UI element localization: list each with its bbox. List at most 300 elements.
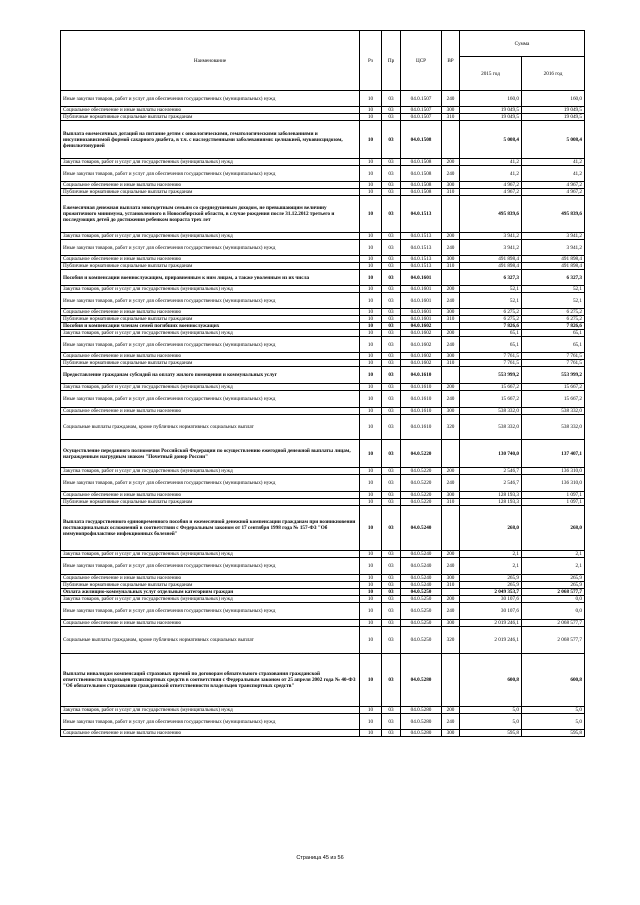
- table-row: [61, 270, 585, 286]
- table-row: [61, 499, 585, 506]
- table-row: [61, 558, 585, 575]
- cell-rz: 10: [360, 240, 382, 256]
- cell-y2015: 128 193,3: [460, 492, 522, 499]
- cell-y2016: 7 826,6: [522, 323, 585, 330]
- cell-y2015: 41,2: [460, 166, 522, 182]
- cell-csr: 04.0.1507: [401, 114, 442, 121]
- cell-rz: 10: [360, 408, 382, 415]
- cell-rz: 10: [360, 391, 382, 408]
- cell-pr: 03: [382, 730, 401, 737]
- cell-y2015: 5,0: [460, 714, 522, 730]
- cell-y2015: 2 546,7: [460, 475, 522, 492]
- cell-y2015: 538 332,0: [460, 415, 522, 440]
- cell-y2015: 7 761,5: [460, 360, 522, 367]
- cell-pr: 03: [382, 293, 401, 309]
- cell-y2016: 6 327,3: [522, 270, 585, 286]
- cell-rz: 10: [360, 182, 382, 189]
- cell-vr: 240: [442, 391, 460, 408]
- cell-y2016: 595,8: [522, 730, 585, 737]
- cell-pr: 03: [382, 440, 401, 468]
- cell-y2016: 19 049,5: [522, 107, 585, 114]
- header-2015: 2015 год: [460, 57, 522, 91]
- header-rz: Рз: [360, 31, 382, 91]
- cell-pr: 03: [382, 240, 401, 256]
- cell-pr: 03: [382, 121, 401, 159]
- cell-csr: 04.0.1610: [401, 415, 442, 440]
- table-row: [61, 256, 585, 263]
- table-row: [61, 391, 585, 408]
- table-row: [61, 286, 585, 293]
- cell-pr: 03: [382, 654, 401, 707]
- cell-name: Иные закупки товаров, работ и услуг для обеспечения государственных (муниципальных) нужд: [61, 391, 360, 408]
- table-row: [61, 492, 585, 499]
- cell-name: Иные закупки товаров, работ и услуг для обеспечения государственных (муниципальных) нужд: [61, 240, 360, 256]
- cell-pr: 03: [382, 707, 401, 714]
- table-row: [61, 408, 585, 415]
- cell-vr: 310: [442, 582, 460, 589]
- cell-y2015: 5 008,4: [460, 121, 522, 159]
- cell-pr: 03: [382, 323, 401, 330]
- table-row: [61, 309, 585, 316]
- cell-y2015: 7 761,5: [460, 353, 522, 360]
- cell-pr: 03: [382, 196, 401, 233]
- cell-name: Социальное обеспечение и иные выплаты населению: [61, 182, 360, 189]
- cell-vr: [442, 323, 460, 330]
- cell-vr: 240: [442, 475, 460, 492]
- table-row: [61, 121, 585, 159]
- cell-y2016: 7 761,5: [522, 360, 585, 367]
- cell-y2016: 19 049,5: [522, 114, 585, 121]
- cell-rz: 10: [360, 196, 382, 233]
- cell-csr: 04.0.1610: [401, 367, 442, 384]
- cell-name: Выплаты инвалидам компенсаций страховых премий по договорам обязательного страхования гражданской ответственности владельцев транспортных средств в соответствии с Федеральным законом от 25 апреля 2002 года № 40-ФЗ "Об обязательном страховании гражданской ответственности владельцев транспортных средств": [61, 654, 360, 707]
- table-row: [61, 575, 585, 582]
- cell-csr: 04.0.5240: [401, 582, 442, 589]
- cell-y2016: 538 332,0: [522, 408, 585, 415]
- cell-vr: 310: [442, 360, 460, 367]
- cell-vr: 240: [442, 293, 460, 309]
- cell-name: Социальное обеспечение и иные выплаты населению: [61, 353, 360, 360]
- cell-csr: 04.0.1513: [401, 240, 442, 256]
- cell-vr: 300: [442, 408, 460, 415]
- cell-name: Иные закупки товаров, работ и услуг для обеспечения государственных (муниципальных) нужд: [61, 558, 360, 575]
- cell-vr: 240: [442, 337, 460, 353]
- table-row: [61, 166, 585, 182]
- cell-vr: 310: [442, 189, 460, 196]
- cell-y2016: 2,1: [522, 558, 585, 575]
- cell-y2015: 30 107,6: [460, 596, 522, 603]
- cell-vr: 200: [442, 330, 460, 337]
- cell-y2015: 30 107,6: [460, 603, 522, 620]
- header-pr: Пр: [382, 31, 401, 91]
- cell-rz: 10: [360, 468, 382, 475]
- cell-name: Выплата государственного единовременного пособия и ежемесячной денежной компенсации гражданам при возникновении поствакцинальных осложнений в соответствии с Федеральным законом от 17 сентября 1998 года № 157-ФЗ "Об иммунопрофилактике инфекционных болезней": [61, 506, 360, 551]
- cell-y2015: 52,1: [460, 293, 522, 309]
- cell-pr: 03: [382, 582, 401, 589]
- table-row: [61, 360, 585, 367]
- cell-y2015: 4 967,2: [460, 182, 522, 189]
- cell-name: Иные закупки товаров, работ и услуг для обеспечения государственных (муниципальных) нужд: [61, 475, 360, 492]
- cell-vr: [442, 506, 460, 551]
- cell-csr: 04.0.1513: [401, 196, 442, 233]
- table-row: [61, 91, 585, 107]
- cell-vr: 240: [442, 91, 460, 107]
- cell-name: Публичные нормативные социальные выплаты гражданам: [61, 189, 360, 196]
- cell-y2016: 491 898,4: [522, 263, 585, 270]
- cell-pr: 03: [382, 391, 401, 408]
- cell-csr: 04.0.1602: [401, 337, 442, 353]
- cell-rz: 10: [360, 596, 382, 603]
- cell-rz: 10: [360, 714, 382, 730]
- cell-name: Публичные нормативные социальные выплаты гражданам: [61, 316, 360, 323]
- cell-rz: 10: [360, 107, 382, 114]
- cell-rz: 10: [360, 263, 382, 270]
- header-name: Наименование: [61, 31, 360, 91]
- cell-rz: 10: [360, 309, 382, 316]
- cell-y2016: 136 310,0: [522, 468, 585, 475]
- cell-csr: 04.0.1513: [401, 263, 442, 270]
- cell-vr: 200: [442, 707, 460, 714]
- cell-y2015: 6 275,2: [460, 309, 522, 316]
- cell-pr: 03: [382, 330, 401, 337]
- cell-vr: 240: [442, 166, 460, 182]
- cell-rz: 10: [360, 707, 382, 714]
- cell-y2016: 15 667,2: [522, 384, 585, 391]
- header-sum: Сумма: [460, 31, 585, 57]
- cell-name: Иные закупки товаров, работ и услуг для обеспечения государственных (муниципальных) нужд: [61, 293, 360, 309]
- cell-name: Закупка товаров, работ и услуг для государственных (муниципальных) нужд: [61, 233, 360, 240]
- cell-rz: 10: [360, 159, 382, 166]
- cell-vr: 200: [442, 468, 460, 475]
- cell-y2016: 4 967,2: [522, 189, 585, 196]
- cell-y2016: 2,1: [522, 551, 585, 558]
- cell-y2015: 52,1: [460, 286, 522, 293]
- cell-vr: 310: [442, 263, 460, 270]
- table-row: [61, 582, 585, 589]
- cell-rz: 10: [360, 575, 382, 582]
- table-row: [61, 475, 585, 492]
- table-row: [61, 353, 585, 360]
- cell-y2016: 538 332,0: [522, 415, 585, 440]
- budget-table: [60, 30, 585, 737]
- cell-csr: 04.0.1507: [401, 107, 442, 114]
- cell-y2015: 491 898,4: [460, 256, 522, 263]
- cell-name: Социальное обеспечение и иные выплаты населению: [61, 256, 360, 263]
- cell-name: Осуществление переданного полномочия Российской Федерации по осуществлению ежегодной денежной выплаты лицам, награжденным нагрудным знаком "Почетный донор России": [61, 440, 360, 468]
- table-row: [61, 707, 585, 714]
- cell-vr: 300: [442, 256, 460, 263]
- cell-name: Иные закупки товаров, работ и услуг для обеспечения государственных (муниципальных) нужд: [61, 337, 360, 353]
- cell-pr: 03: [382, 468, 401, 475]
- cell-y2016: 136 310,0: [522, 475, 585, 492]
- table-row: [61, 233, 585, 240]
- cell-csr: 04.0.5250: [401, 596, 442, 603]
- cell-name: Социальное обеспечение и иные выплаты населению: [61, 107, 360, 114]
- cell-y2016: 52,1: [522, 286, 585, 293]
- cell-y2015: 3 941,2: [460, 233, 522, 240]
- cell-y2015: 595,8: [460, 730, 522, 737]
- table-row: [61, 263, 585, 270]
- cell-vr: 240: [442, 240, 460, 256]
- cell-pr: 03: [382, 575, 401, 582]
- cell-rz: 10: [360, 558, 382, 575]
- cell-csr: 04.0.5220: [401, 492, 442, 499]
- cell-y2015: 65,1: [460, 330, 522, 337]
- cell-y2015: 265,9: [460, 575, 522, 582]
- cell-name: Публичные нормативные социальные выплаты гражданам: [61, 582, 360, 589]
- cell-pr: 03: [382, 596, 401, 603]
- cell-name: Закупка товаров, работ и услуг для государственных (муниципальных) нужд: [61, 596, 360, 603]
- header-2016: 2016 год: [522, 57, 585, 91]
- cell-y2015: 15 667,2: [460, 384, 522, 391]
- cell-pr: 03: [382, 270, 401, 286]
- table-row: [61, 506, 585, 551]
- cell-rz: 10: [360, 114, 382, 121]
- table-body: [61, 91, 585, 737]
- cell-y2015: 2 049 353,7: [460, 589, 522, 596]
- cell-name: Публичные нормативные социальные выплаты гражданам: [61, 360, 360, 367]
- cell-name: Социальное обеспечение и иные выплаты населению: [61, 620, 360, 627]
- table-row: [61, 293, 585, 309]
- cell-y2015: 600,8: [460, 654, 522, 707]
- cell-vr: 300: [442, 107, 460, 114]
- cell-pr: 03: [382, 189, 401, 196]
- cell-y2016: 15 667,2: [522, 391, 585, 408]
- cell-y2016: 2 068 577,7: [522, 620, 585, 627]
- cell-y2015: 19 049,5: [460, 114, 522, 121]
- cell-name: Иные закупки товаров, работ и услуг для обеспечения государственных (муниципальных) нужд: [61, 603, 360, 620]
- cell-pr: 03: [382, 309, 401, 316]
- cell-name: Социальное обеспечение и иные выплаты населению: [61, 309, 360, 316]
- cell-y2015: 2 546,7: [460, 468, 522, 475]
- cell-y2016: 3 941,2: [522, 233, 585, 240]
- cell-csr: 04.0.1508: [401, 166, 442, 182]
- cell-y2015: 2 019 246,1: [460, 627, 522, 654]
- cell-csr: 04.0.1508: [401, 189, 442, 196]
- cell-rz: 10: [360, 603, 382, 620]
- cell-rz: 10: [360, 323, 382, 330]
- cell-y2016: 600,8: [522, 654, 585, 707]
- table-row: [61, 415, 585, 440]
- cell-csr: 04.0.5220: [401, 499, 442, 506]
- cell-csr: 04.0.1601: [401, 270, 442, 286]
- table-row: [61, 440, 585, 468]
- cell-y2016: 6 275,2: [522, 316, 585, 323]
- cell-vr: 200: [442, 159, 460, 166]
- cell-name: Социальное обеспечение и иные выплаты населению: [61, 575, 360, 582]
- cell-y2015: 160,0: [460, 91, 522, 107]
- cell-y2015: 130 740,0: [460, 440, 522, 468]
- cell-y2016: 553 999,2: [522, 367, 585, 384]
- cell-pr: 03: [382, 233, 401, 240]
- cell-y2016: 5,0: [522, 714, 585, 730]
- cell-csr: 04.0.5250: [401, 627, 442, 654]
- cell-csr: 04.0.1601: [401, 293, 442, 309]
- cell-name: Закупка товаров, работ и услуг для государственных (муниципальных) нужд: [61, 468, 360, 475]
- cell-vr: 310: [442, 499, 460, 506]
- cell-rz: 10: [360, 492, 382, 499]
- cell-y2016: 268,0: [522, 506, 585, 551]
- cell-vr: 240: [442, 714, 460, 730]
- cell-name: Иные закупки товаров, работ и услуг для обеспечения государственных (муниципальных) нужд: [61, 91, 360, 107]
- table-row: [61, 468, 585, 475]
- cell-y2015: 41,2: [460, 159, 522, 166]
- cell-csr: 04.0.1507: [401, 91, 442, 107]
- cell-csr: 04.0.1601: [401, 286, 442, 293]
- cell-csr: 04.0.1602: [401, 360, 442, 367]
- cell-pr: 03: [382, 589, 401, 596]
- cell-name: Выплата ежемесячных дотаций на питание детям с онкологическими, гематологическими заболеваниями и инсулинозависимой формой сахарного диабета, в т.ч. с наследственными заболеваниями: целиакией, муковисцидозом, фенилкетонурией: [61, 121, 360, 159]
- cell-y2015: 2,1: [460, 558, 522, 575]
- cell-y2015: 7 826,6: [460, 323, 522, 330]
- cell-pr: 03: [382, 256, 401, 263]
- cell-y2015: 4 967,2: [460, 189, 522, 196]
- cell-pr: 03: [382, 408, 401, 415]
- table-row: [61, 367, 585, 384]
- cell-pr: 03: [382, 353, 401, 360]
- cell-name: Социальные выплаты гражданам, кроме публичных нормативных социальных выплат: [61, 627, 360, 654]
- cell-rz: 10: [360, 166, 382, 182]
- cell-y2016: 6 275,2: [522, 309, 585, 316]
- cell-y2015: 5,0: [460, 707, 522, 714]
- cell-y2015: 538 332,0: [460, 408, 522, 415]
- cell-csr: 04.0.5280: [401, 714, 442, 730]
- cell-pr: 03: [382, 367, 401, 384]
- cell-vr: 200: [442, 233, 460, 240]
- cell-csr: 04.0.1513: [401, 256, 442, 263]
- cell-vr: 310: [442, 316, 460, 323]
- cell-rz: 10: [360, 330, 382, 337]
- cell-rz: 10: [360, 506, 382, 551]
- cell-name: Иные закупки товаров, работ и услуг для обеспечения государственных (муниципальных) нужд: [61, 714, 360, 730]
- cell-name: Социальное обеспечение и иные выплаты населению: [61, 492, 360, 499]
- cell-y2015: 553 999,2: [460, 367, 522, 384]
- cell-rz: 10: [360, 384, 382, 391]
- page-footer: Страница 45 из 56: [296, 855, 344, 861]
- cell-csr: 04.0.1601: [401, 316, 442, 323]
- table-row: [61, 189, 585, 196]
- table-row: [61, 714, 585, 730]
- cell-y2015: 6 327,3: [460, 270, 522, 286]
- cell-y2016: 495 839,6: [522, 196, 585, 233]
- cell-csr: 04.0.5250: [401, 620, 442, 627]
- table-row: [61, 551, 585, 558]
- cell-name: Ежемесячная денежная выплата многодетным семьям со среднедушевым доходом, не превышающим величину прожиточного минимума, установленного в Новосибирской области, в случае рождения после 31.12.2012 третьего и последующих детей до достижения ребенком возраста трех лет: [61, 196, 360, 233]
- cell-rz: 10: [360, 189, 382, 196]
- cell-pr: 03: [382, 263, 401, 270]
- cell-y2015: 6 275,2: [460, 316, 522, 323]
- cell-csr: 04.0.5280: [401, 707, 442, 714]
- cell-csr: 04.0.5220: [401, 468, 442, 475]
- cell-pr: 03: [382, 107, 401, 114]
- cell-pr: 03: [382, 603, 401, 620]
- cell-name: Закупка товаров, работ и услуг для государственных (муниципальных) нужд: [61, 330, 360, 337]
- cell-y2016: 65,1: [522, 330, 585, 337]
- cell-rz: 10: [360, 286, 382, 293]
- cell-pr: 03: [382, 475, 401, 492]
- cell-pr: 03: [382, 558, 401, 575]
- cell-vr: 320: [442, 627, 460, 654]
- table-row: [61, 316, 585, 323]
- cell-name: Социальное обеспечение и иные выплаты населению: [61, 408, 360, 415]
- cell-y2016: 265,9: [522, 582, 585, 589]
- cell-csr: 04.0.5250: [401, 589, 442, 596]
- cell-y2016: 52,1: [522, 293, 585, 309]
- cell-y2016: 41,2: [522, 159, 585, 166]
- cell-rz: 10: [360, 730, 382, 737]
- cell-rz: 10: [360, 627, 382, 654]
- table-row: [61, 240, 585, 256]
- cell-rz: 10: [360, 121, 382, 159]
- cell-vr: [442, 440, 460, 468]
- cell-name: Оплата жилищно-коммунальных услуг отдельным категориям граждан: [61, 589, 360, 596]
- cell-name: Закупка товаров, работ и услуг для государственных (муниципальных) нужд: [61, 286, 360, 293]
- cell-csr: 04.0.5280: [401, 654, 442, 707]
- cell-vr: [442, 121, 460, 159]
- cell-rz: 10: [360, 654, 382, 707]
- cell-name: Пособия и компенсации военнослужащим, приравненным к ним лицам, а также уволенным из их числа: [61, 270, 360, 286]
- cell-rz: 10: [360, 256, 382, 263]
- cell-rz: 10: [360, 415, 382, 440]
- cell-pr: 03: [382, 286, 401, 293]
- cell-csr: 04.0.1602: [401, 323, 442, 330]
- cell-y2015: 3 941,2: [460, 240, 522, 256]
- cell-csr: 04.0.1601: [401, 309, 442, 316]
- cell-rz: 10: [360, 582, 382, 589]
- cell-y2015: 491 898,4: [460, 263, 522, 270]
- cell-pr: 03: [382, 166, 401, 182]
- cell-csr: 04.0.1508: [401, 159, 442, 166]
- cell-pr: 03: [382, 114, 401, 121]
- cell-csr: 04.0.1610: [401, 384, 442, 391]
- cell-vr: [442, 196, 460, 233]
- table-row: [61, 589, 585, 596]
- cell-y2016: 160,0: [522, 91, 585, 107]
- cell-rz: 10: [360, 360, 382, 367]
- table-row: [61, 654, 585, 707]
- table-row: [61, 596, 585, 603]
- cell-rz: 10: [360, 316, 382, 323]
- cell-pr: 03: [382, 316, 401, 323]
- cell-name: Закупка товаров, работ и услуг для государственных (муниципальных) нужд: [61, 707, 360, 714]
- table-row: [61, 107, 585, 114]
- cell-csr: 04.0.1602: [401, 330, 442, 337]
- cell-name: Публичные нормативные социальные выплаты гражданам: [61, 499, 360, 506]
- table-row: [61, 730, 585, 737]
- cell-name: Иные закупки товаров, работ и услуг для обеспечения государственных (муниципальных) нужд: [61, 166, 360, 182]
- header-csr: ЦСР: [401, 31, 442, 91]
- cell-vr: 200: [442, 596, 460, 603]
- cell-csr: 04.0.1513: [401, 233, 442, 240]
- cell-vr: 310: [442, 114, 460, 121]
- cell-y2016: 1 097,1: [522, 492, 585, 499]
- cell-y2015: 2,1: [460, 551, 522, 558]
- cell-vr: 200: [442, 384, 460, 391]
- cell-csr: 04.0.5220: [401, 440, 442, 468]
- cell-csr: 04.0.5240: [401, 506, 442, 551]
- cell-name: Пособия и компенсации членам семей погибших военнослужащих: [61, 323, 360, 330]
- cell-name: Закупка товаров, работ и услуг для государственных (муниципальных) нужд: [61, 159, 360, 166]
- budget-table-page: [60, 30, 584, 737]
- table-row: [61, 603, 585, 620]
- header-vr: ВР: [442, 31, 460, 91]
- cell-y2016: 265,9: [522, 575, 585, 582]
- cell-csr: 04.0.1610: [401, 408, 442, 415]
- cell-name: Публичные нормативные социальные выплаты гражданам: [61, 114, 360, 121]
- cell-vr: 300: [442, 353, 460, 360]
- table-row: [61, 159, 585, 166]
- cell-pr: 03: [382, 551, 401, 558]
